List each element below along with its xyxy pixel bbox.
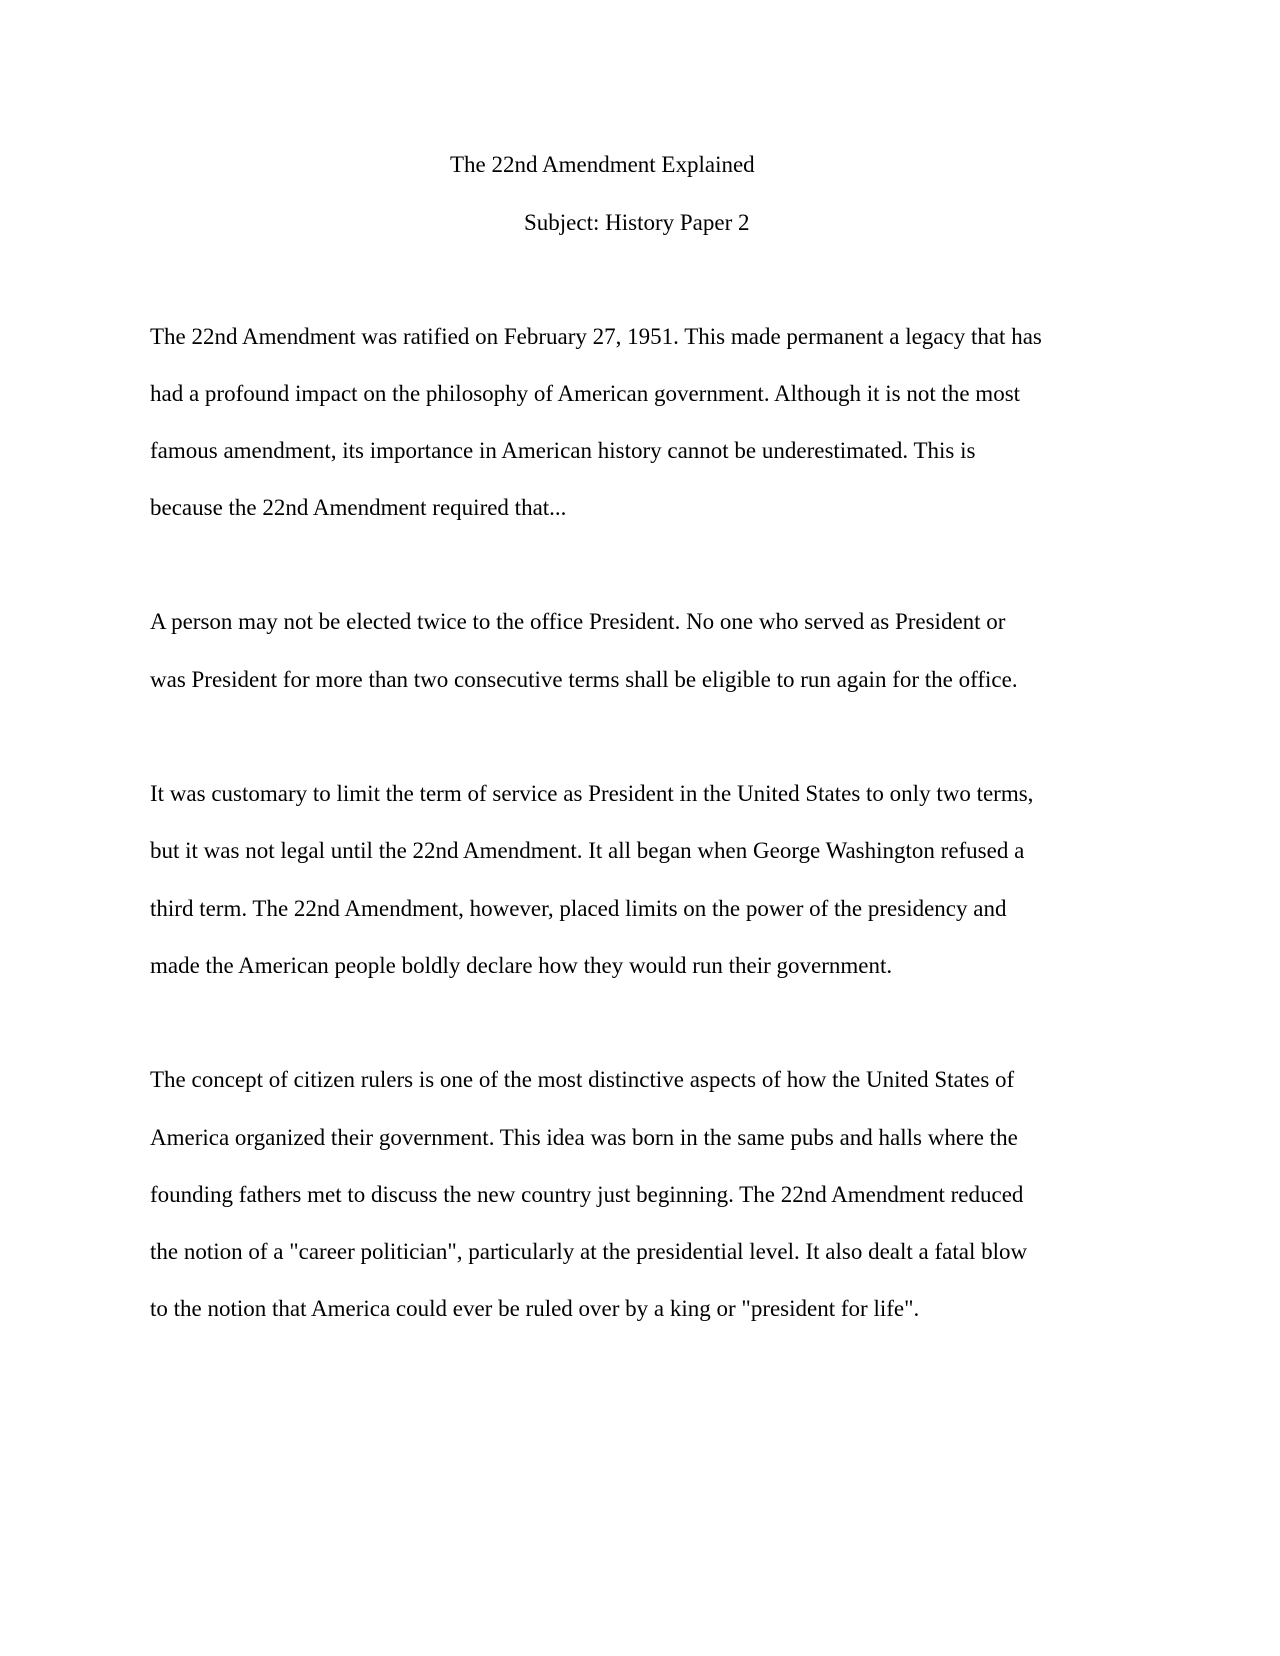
paragraph-line: A person may not be elected twice to the office President. No one who served as President or xyxy=(150,609,1006,634)
paragraph-line: had a profound impact on the philosophy of American government. Although it is not the most xyxy=(150,381,1021,406)
paragraph-line: to the notion that America could ever be ruled over by a king or "president for life". xyxy=(150,1296,920,1321)
paragraph-line: was President for more than two consecutive terms shall be eligible to run again for the office. xyxy=(150,667,1018,692)
paragraph-line: famous amendment, its importance in American history cannot be underestimated. This is xyxy=(150,438,976,463)
paragraph-line: The 22nd Amendment was ratified on February 27, 1951. This made permanent a legacy that has xyxy=(150,324,1042,349)
document-title: The 22nd Amendment Explained xyxy=(450,152,755,177)
paragraph-line: because the 22nd Amendment required that... xyxy=(150,495,567,520)
paragraph-line: founding fathers met to discuss the new country just beginning. The 22nd Amendment reduced xyxy=(150,1182,1024,1207)
paragraph-line: made the American people boldly declare how they would run their government. xyxy=(150,953,893,978)
paragraph-line: The concept of citizen rulers is one of the most distinctive aspects of how the United States of xyxy=(150,1067,1015,1092)
paragraph-line: America organized their government. This idea was born in the same pubs and halls where the xyxy=(150,1125,1018,1150)
paragraph-line: the notion of a "career politician", particularly at the presidential level. It also dealt a fatal blow xyxy=(150,1239,1028,1264)
document-subtitle: Subject: History Paper 2 xyxy=(524,210,750,235)
paragraph-line: third term. The 22nd Amendment, however, placed limits on the power of the presidency and xyxy=(150,896,1007,921)
paragraph-line: but it was not legal until the 22nd Amendment. It all began when George Washington refused a xyxy=(150,838,1025,863)
paragraph-line: It was customary to limit the term of service as President in the United States to only two terms, xyxy=(150,781,1034,806)
